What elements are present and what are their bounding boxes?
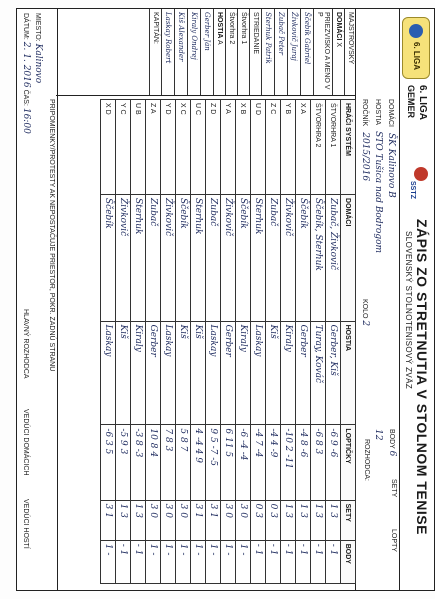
- match-system: X A: [296, 100, 311, 195]
- match-points: - 1: [131, 540, 146, 583]
- kapitan-label: KAPITÁN:: [149, 9, 161, 95]
- domaci-value: ŠK Kalinovo B: [386, 133, 396, 198]
- match-balls: -5 9 3: [116, 425, 131, 500]
- league-logo: [402, 17, 430, 79]
- match-away: Kiš: [266, 321, 281, 425]
- meta-body-2: 12: [373, 429, 383, 441]
- miesto: MIESTO: Kalinovo: [33, 13, 43, 84]
- match-away: Laskay: [206, 321, 221, 425]
- league-logo-label: 6. LIGA: [412, 42, 421, 71]
- match-points: - 1: [326, 540, 341, 583]
- match-home: Sterhuk: [191, 195, 206, 322]
- col-lopticky: LOPTIČKY: [341, 425, 356, 500]
- report-footer: [17, 9, 58, 590]
- match-home: Zubač, Živkovič: [326, 195, 341, 322]
- meta-kolo: KOLO 2: [360, 299, 370, 327]
- match-away: Kiraly: [236, 321, 251, 425]
- match-points: - 1: [251, 540, 266, 583]
- match-away: Gerber: [296, 321, 311, 425]
- match-row: [116, 100, 131, 584]
- meta-lopty: LOPTY: [390, 529, 397, 552]
- match-balls: 6 11 5: [221, 425, 236, 500]
- match-row: [206, 100, 221, 584]
- match-system: X C: [176, 100, 191, 195]
- match-sets: 3 1: [206, 500, 221, 540]
- league-logo-emblem-icon: [409, 24, 423, 38]
- match-points: 1 -: [176, 540, 191, 583]
- match-system: U B: [131, 100, 146, 195]
- match-row: [131, 100, 146, 584]
- roster-player: Ščebík Gabriel: [300, 9, 313, 95]
- roster-player: Sterhuk Patrik: [261, 9, 274, 95]
- notes-label: PRIPOMIENKY/PROTESTY AK NEPOSTAČUJE PRIESTOR, POKR. ZADNÚ STRANU: [48, 99, 55, 372]
- match-sets: 3 0: [221, 500, 236, 540]
- match-home: Ščebík: [176, 195, 191, 322]
- match-points: - 1: [116, 540, 131, 583]
- match-row: [251, 100, 266, 584]
- match-away: Gerber: [146, 321, 161, 425]
- match-points: 1 -: [161, 540, 176, 583]
- match-sets: 0 3: [251, 500, 266, 540]
- match-points: - 1: [281, 540, 296, 583]
- match-system: Y C: [116, 100, 131, 195]
- match-away: Turay, Kováč: [311, 321, 326, 425]
- match-home: Živkovič: [281, 195, 296, 322]
- striedanie-label: STRIEDANIE: [249, 9, 261, 95]
- match-row: [281, 100, 296, 584]
- match-points: - 1: [311, 540, 326, 583]
- match-sets: 3 1: [101, 500, 116, 540]
- matches-header-row: [341, 100, 356, 584]
- roster-player: Kiš Alexander: [174, 9, 187, 95]
- league-name: 6. LIGA: [417, 85, 428, 121]
- match-system: U C: [191, 100, 206, 195]
- datum: DÁTUM: 2. 1. 2016 ČAS: 16:00: [21, 13, 31, 134]
- match-balls: 7 8 3: [161, 425, 176, 500]
- match-row: [176, 100, 191, 584]
- pingpong-ball-icon: [414, 167, 428, 181]
- match-system: Y A: [221, 100, 236, 195]
- match-row: [161, 100, 176, 584]
- match-away: Kiš: [191, 321, 206, 425]
- match-row: [146, 100, 161, 584]
- match-balls: 10 8 4: [146, 425, 161, 500]
- veduci-domacich: VEDÚCI DOMÁCICH: [22, 409, 29, 476]
- matches-table: [100, 99, 356, 584]
- meta-sety: SETY: [390, 479, 397, 498]
- roster-player: Gerber Ján: [200, 9, 213, 95]
- match-away: Kiš: [116, 321, 131, 425]
- hlavny-rozhodca: HLAVNÝ ROZHODCA: [22, 309, 29, 379]
- match-away: Gerber, Kiš: [326, 321, 341, 425]
- match-sets: 3 0: [146, 500, 161, 540]
- match-home: Sterhuk: [131, 195, 146, 322]
- meta-hostia: HOSTIASTO Tušica nad Bodrogom: [373, 99, 383, 254]
- match-system: Z C: [266, 100, 281, 195]
- match-balls: -6 9 -6: [326, 425, 341, 500]
- match-away: Laskay: [251, 321, 266, 425]
- match-home: Živkovič: [161, 195, 176, 322]
- match-sets: 3 0: [161, 500, 176, 540]
- report-subtitle: SLOVENSKÝ STOLNOTENISOVÝ ZVÄZ: [404, 231, 413, 390]
- match-sets: 3 0: [236, 500, 251, 540]
- match-balls: -6 3 5: [101, 425, 116, 500]
- match-home: Zubač: [206, 195, 221, 322]
- stvorhra2-label: Štvorhra 2: [225, 9, 237, 95]
- rocnik-value: 2015/2016: [360, 132, 370, 182]
- roster-player: Zubač Peter: [274, 9, 287, 95]
- match-away: Gerber: [221, 321, 236, 425]
- match-balls: 9 5 -7 -5: [206, 425, 221, 500]
- col-hostia: HOSTIA: [341, 321, 356, 425]
- meta-rozhodca: ROZHODCA:: [363, 439, 370, 481]
- col-domaci: DOMÁCI: [341, 195, 356, 322]
- meta-domaci: DOMÁCIŠK Kalinovo B: [386, 99, 396, 198]
- match-sets: 1 3: [326, 500, 341, 540]
- hostia-value: STO Tušica nad Bodrogom: [373, 131, 383, 254]
- match-home: Ščebík: [236, 195, 251, 322]
- match-system: Y B: [281, 100, 296, 195]
- match-sets: 1 3: [281, 500, 296, 540]
- match-balls: -3 8 -3: [131, 425, 146, 500]
- match-meta: [355, 9, 400, 590]
- match-away: Laskay: [161, 321, 176, 425]
- match-points: 1 -: [101, 540, 116, 583]
- match-row: [221, 100, 236, 584]
- match-system: X B: [236, 100, 251, 195]
- match-home: Zubač: [146, 195, 161, 322]
- match-row: [326, 100, 341, 584]
- report-header: [399, 9, 434, 590]
- match-system: Y D: [161, 100, 176, 195]
- match-away: Kiš: [176, 321, 191, 425]
- roster-panel: [56, 9, 356, 96]
- match-balls: -10 2 -11: [281, 425, 296, 500]
- match-report-sheet: [16, 8, 435, 591]
- match-sets: 1 3: [131, 500, 146, 540]
- match-points: 1 -: [221, 540, 236, 583]
- match-system: U D: [251, 100, 266, 195]
- match-home: Ščebík: [296, 195, 311, 322]
- match-sets: 1 3: [296, 500, 311, 540]
- meta-body: BODY 6: [387, 429, 397, 457]
- veduci-hosti: VEDÚCI HOSTÍ: [22, 499, 29, 549]
- match-points: 1 -: [206, 540, 221, 583]
- match-home: Ščebík, Sterhuk: [311, 195, 326, 322]
- col-sety: SETY: [341, 500, 356, 540]
- match-points: 1 -: [146, 540, 161, 583]
- league-region: GEMER: [406, 85, 416, 119]
- match-balls: -6 -4 -4: [236, 425, 251, 500]
- association-logo: [404, 159, 430, 197]
- match-row: [191, 100, 206, 584]
- match-home: Živkovič: [221, 195, 236, 322]
- match-system: Z D: [206, 100, 221, 195]
- stvorhra1-label: Štvorhra 1: [237, 9, 249, 95]
- roster-header: PRIEZVISKO A MENO V P: [313, 9, 332, 95]
- report-title: ZÁPIS ZO STRETNUTIA V STOLNOM TENISE: [414, 219, 430, 535]
- match-row: [266, 100, 281, 584]
- match-sets: 1 3: [311, 500, 326, 540]
- match-points: 1 -: [191, 540, 206, 583]
- match-points: - 1: [266, 540, 281, 583]
- match-points: 1 -: [236, 540, 251, 583]
- match-balls: -4 8 -6: [296, 425, 311, 500]
- match-home: Zubač: [266, 195, 281, 322]
- mastrovsky-label: MAJSTROVSKÝ: [344, 9, 356, 95]
- match-balls: -6 8 3: [311, 425, 326, 500]
- match-system: ŠTVORHRA 1: [326, 100, 341, 195]
- match-sets: 3 0: [176, 500, 191, 540]
- match-home: Živkovič: [116, 195, 131, 322]
- match-sets: 3 1: [191, 500, 206, 540]
- match-row: [101, 100, 116, 584]
- col-body: BODY: [341, 540, 356, 583]
- roster-player: Kiraly Ondrej: [187, 9, 200, 95]
- roster-player: Laskay Robert: [161, 9, 174, 95]
- match-balls: -4 4 -9: [266, 425, 281, 500]
- match-system: X D: [101, 100, 116, 195]
- match-row: [296, 100, 311, 584]
- match-away: Kiraly: [131, 321, 146, 425]
- match-home: Ščebík: [101, 195, 116, 322]
- roster-player: Živkovič Juraj: [287, 9, 300, 95]
- match-row: [236, 100, 251, 584]
- association-logo-text: SSTZ: [409, 181, 416, 199]
- match-home: Sterhuk: [251, 195, 266, 322]
- match-balls: 4 -4 4 9: [191, 425, 206, 500]
- match-away: Laskay: [101, 321, 116, 425]
- match-points: - 1: [296, 540, 311, 583]
- match-system: Z A: [146, 100, 161, 195]
- match-row: [311, 100, 326, 584]
- match-sets: 0 3: [266, 500, 281, 540]
- match-sets: 1 3: [116, 500, 131, 540]
- match-away: Kiraly: [281, 321, 296, 425]
- home-team-label: DOMÁCI X: [332, 9, 344, 95]
- col-system: HRÁČI SYSTÉM: [341, 100, 356, 195]
- match-balls: 5 8 7: [176, 425, 191, 500]
- meta-rocnik: ROČNÍK2015/2016: [360, 99, 370, 182]
- away-team-label: HOSTIA A: [213, 9, 225, 95]
- match-balls: -4 7 -4: [251, 425, 266, 500]
- match-system: ŠTVORHRA 2: [311, 100, 326, 195]
